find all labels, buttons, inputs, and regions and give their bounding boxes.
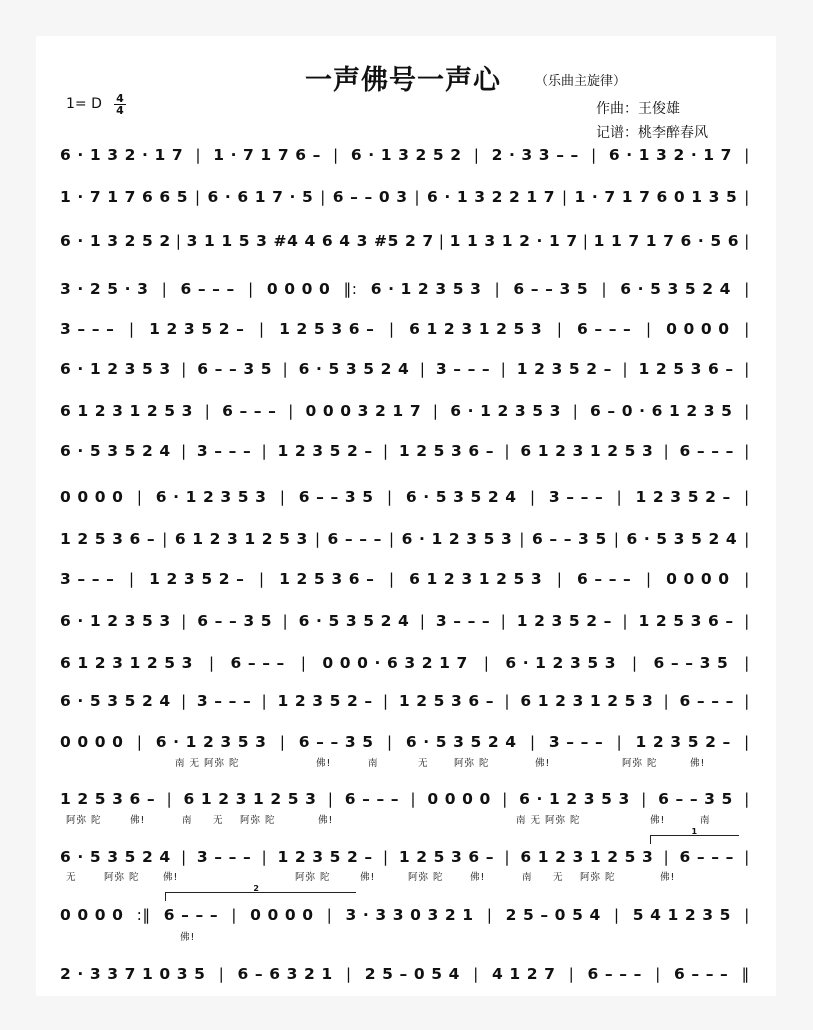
lyric-text: 佛! [470,872,486,883]
barline: | [282,360,289,378]
measure: 6 · 6 1 7 · 5 [207,188,314,206]
barline: | [631,654,638,672]
barline: | [744,402,750,420]
barline: | [247,280,254,298]
score-row [60,280,750,298]
lyric-text: 阿弥 陀 [295,872,331,883]
measure: 1 2 3 5 2 – [277,848,373,866]
barline: | [744,654,750,672]
lyric-text: 佛! [318,815,334,826]
barline: | [483,654,490,672]
barline: | [204,402,211,420]
score-row [60,146,750,164]
barline: | [258,320,265,338]
barline: | [208,654,215,672]
measure: 1 2 3 5 2 – [635,488,731,506]
barline: | [300,654,307,672]
composer-credit: 作曲：王俊雄 [596,101,680,117]
barline: | [613,530,620,548]
measure: 6 · 1 2 3 5 3 [155,488,267,506]
measure: 3 · 2 5 · 3 [60,280,149,298]
measure: 1 2 5 3 6 – [60,790,156,808]
lyric-text: 佛! [163,872,179,883]
measure: 6 – – – [163,906,219,924]
barline: | [314,530,321,548]
measure: 1 2 5 3 6 – [638,360,734,378]
barline: | [261,692,268,710]
barline: | [502,790,508,808]
measure: 0 0 0 0 [60,488,124,506]
measure: 3 – – – [60,570,115,588]
barline: | [744,733,750,751]
barline: | [504,442,511,460]
lyric-text: 无 [418,758,429,769]
barline: | [136,488,143,506]
measure: 1 2 5 3 6 – [398,848,495,866]
barline: | [744,442,750,460]
lyric-text: 佛! [360,872,376,883]
score-row [60,488,750,506]
barline: | [438,232,445,250]
measure: 6 · 1 3 2 5 2 [350,146,462,164]
barline: | [180,692,187,710]
barline: | [500,612,507,630]
barline: | [663,692,670,710]
measure: 5 4 1 2 3 5 [632,906,732,924]
score-row [60,965,750,983]
measure: 3 – – – [196,442,252,460]
barline: | [663,848,670,866]
barline: | [258,570,265,588]
barline: | [744,188,750,206]
measure: 1 2 5 3 6 – [398,692,495,710]
measure: 6 · 1 3 2 · 1 7 [60,146,184,164]
measure: 6 · 1 2 3 5 3 [519,790,630,808]
measure: 6 · 1 2 3 5 3 [450,402,561,420]
barline: | [744,570,750,588]
score-row [60,570,750,588]
measure: 3 – – – [548,488,604,506]
score-row [60,733,750,751]
measure: 3 1 1 5 3 #4 4 6 4 3 #5 2 7 [186,232,434,250]
barline: | [326,906,333,924]
measure: 4 1 2 7 [492,965,556,983]
measure: 1 2 5 3 6 – [279,570,375,588]
score-row [60,442,750,460]
measure: 1 1 7 1 7 6 · 5 6 [593,232,740,250]
measure: 6 – – 0 3 [332,188,408,206]
lyric-text: 无 [213,815,224,826]
barline: | [332,146,339,164]
lyric-text: 南 无 阿弥 陀 [516,815,581,826]
measure: 6 – – – [180,280,235,298]
transcriber-credit: 记谱：桃李醉春风 [596,125,708,141]
barline: | [556,570,563,588]
measure: 6 – – – [230,654,285,672]
lyric-text: 佛! [690,758,706,769]
barline: | [744,280,750,298]
measure: 1 2 3 5 2 – [277,442,373,460]
barline: ‖ [741,965,750,983]
barline: | [382,692,389,710]
song-title: 一声佛号一声心 [305,65,501,96]
barline: | [414,188,421,206]
barline: | [529,733,536,751]
barline: | [622,612,629,630]
measure: 1 2 3 5 2 – [149,570,245,588]
measure: 6 – – – [673,965,729,983]
measure: 6 – – – [587,965,642,983]
measure: 6 1 2 3 1 2 5 3 [520,848,654,866]
barline: | [288,402,294,420]
barline: | [486,906,493,924]
score-row [60,612,750,630]
time-signature [114,93,126,116]
barline: | [128,320,135,338]
measure: 6 · 1 2 3 5 3 [505,654,617,672]
time-signature-top: 4 [114,93,126,105]
measure: 1 2 5 3 6 – [60,530,156,548]
measure: 1 · 7 1 7 6 6 5 [60,188,189,206]
lyric-text: 阿弥 陀 [66,815,102,826]
lyric-text: 阿弥 陀 [454,758,490,769]
barline: | [419,612,426,630]
barline: | [500,360,507,378]
barline: | [432,402,439,420]
lyric-text: 佛! [650,815,666,826]
barline: | [386,488,393,506]
barline: | [613,906,620,924]
barline: | [181,360,187,378]
barline: | [616,488,623,506]
measure: 6 – – – [679,442,734,460]
measure: 6 – – 3 5 [298,733,374,751]
measure: 6 – – 3 5 [653,654,729,672]
measure: 1 2 3 5 2 – [516,360,613,378]
barline: | [744,488,750,506]
barline: | [645,320,652,338]
barline: | [320,188,326,206]
measure: 3 – – – [196,692,252,710]
measure: 6 · 1 2 3 5 3 [370,280,482,298]
second-ending-bracket [165,884,356,901]
barline: | [744,612,750,630]
time-signature-bottom: 4 [116,104,124,117]
measure: 6 – – 3 5 [513,280,589,298]
measure: 3 – – – [435,612,491,630]
barline: | [663,442,670,460]
measure: 6 – – – [679,692,734,710]
score-row [60,320,750,338]
measure: 0 0 0 0 [266,280,331,298]
barline: | [519,530,526,548]
measure: 6 · 5 3 5 2 4 [60,692,171,710]
measure: 6 · 1 2 3 5 3 [155,733,267,751]
measure: 1 2 3 5 2 – [149,320,245,338]
barline: | [568,965,575,983]
score-row [60,906,750,924]
barline: | [327,790,334,808]
measure: 1 2 5 3 6 – [638,612,734,630]
measure: 6 · 1 3 2 2 1 7 [426,188,556,206]
lyric-text: 阿弥 陀 [104,872,140,883]
measure: 6 1 2 3 1 2 5 3 [174,530,308,548]
barline: | [601,280,608,298]
lyric-text: 佛! [660,872,676,883]
barline: | [386,733,393,751]
measure: 6 – – 3 5 [531,530,607,548]
measure: 3 – – – [435,360,491,378]
barline: | [473,965,479,983]
barline: | [388,320,395,338]
score-row [60,790,750,808]
barline: | [590,146,597,164]
lyric-text: 阿弥 陀 [408,872,444,883]
key-signature: 1= D [66,96,102,112]
lyric-text: 佛! [180,932,196,943]
lyric-text: 无 [66,872,77,883]
lyric-text: 佛! [316,758,332,769]
barline: | [180,442,187,460]
lyric-text: 南 [368,758,379,769]
barline: | [162,530,168,548]
measure: 0 0 0 0 [60,733,124,751]
barline: | [382,848,389,866]
measure: 6 1 2 3 1 2 5 3 [409,320,543,338]
barline: | [744,848,750,866]
measure: 1 · 7 1 7 6 0 1 3 5 [574,188,738,206]
measure: 1 2 3 5 2 – [635,733,731,751]
barline: | [744,790,750,808]
lyric-text: 阿弥 陀 [622,758,658,769]
measure: 6 – 0 · 6 1 2 3 5 [590,402,733,420]
barline: | [645,570,652,588]
measure: 6 · 5 3 5 2 4 [405,488,517,506]
first-ending-number: 1 [691,827,698,836]
measure: 6 1 2 3 1 2 5 3 [520,442,654,460]
measure: 6 · 1 2 3 5 3 [60,612,171,630]
barline: | [388,570,395,588]
barline: | [473,146,480,164]
barline: | [279,488,286,506]
measure: 1 2 5 3 6 – [398,442,495,460]
measure: 6 – – – [327,530,382,548]
barline: | [180,848,187,866]
lyric-text: 阿弥 陀 [580,872,616,883]
measure: 3 – – – [196,848,252,866]
barline: | [504,692,511,710]
measure: 6 · 5 3 5 2 4 [60,442,171,460]
barline: | [128,570,135,588]
measure: 3 · 3 3 0 3 2 1 [345,906,474,924]
score-row [60,692,750,710]
measure: 0 0 0 0 [427,790,491,808]
measure: 1 2 3 5 2 – [277,692,373,710]
measure: 0 0 0 0 [666,320,730,338]
barline: | [744,906,750,924]
measure: 6 · 5 3 5 2 4 [405,733,517,751]
lyric-text: 无 [553,872,564,883]
barline: | [494,280,501,298]
barline: | [616,733,623,751]
barline: | [582,232,589,250]
measure: 6 1 2 3 1 2 5 3 [183,790,317,808]
barline: | [419,360,426,378]
lyric-text: 南 [522,872,533,883]
measure: 0 0 0 0 [250,906,314,924]
measure: 6 1 2 3 1 2 5 3 [520,692,654,710]
measure: 6 · 5 3 5 2 4 [298,360,410,378]
barline: | [261,442,268,460]
barline: | [504,848,511,866]
measure: 1 1 3 1 2 · 1 7 [449,232,578,250]
subtitle: （乐曲主旋律） [535,74,627,89]
measure: 6 1 2 3 1 2 5 3 [60,402,194,420]
measure: 6 – – 3 5 [197,360,273,378]
barline: | [529,488,536,506]
barline: | [744,360,750,378]
measure: 6 – – – [222,402,277,420]
measure: 0 0 0 · 6 3 2 1 7 [322,654,468,672]
measure: 6 – – – [679,848,734,866]
measure: 6 · 1 3 2 · 1 7 [608,146,733,164]
barline: | [345,965,352,983]
barline: | [388,530,395,548]
barline: | [622,360,629,378]
barline: | [231,906,238,924]
barline: | [161,280,168,298]
barline: | [561,188,568,206]
measure: 6 · 1 2 3 5 3 [60,360,171,378]
measure: 6 – – – [576,570,632,588]
measure: 6 – – 3 5 [298,488,374,506]
score-row [60,402,750,420]
barline: | [218,965,225,983]
barline: | [744,692,750,710]
measure: 1 2 3 5 2 – [516,612,613,630]
first-ending-bracket [650,827,739,844]
measure: 6 – – 3 5 [658,790,733,808]
measure: 6 · 5 3 5 2 4 [298,612,410,630]
measure: 6 – – 3 5 [197,612,273,630]
barline: | [744,232,750,250]
score-row [60,360,750,378]
measure: 6 · 1 3 2 5 2 [60,232,171,250]
barline: ‖: [343,280,358,298]
measure: 3 – – – [60,320,115,338]
barline: | [572,402,579,420]
barline: | [655,965,661,983]
barline: | [195,146,202,164]
measure: 6 1 2 3 1 2 5 3 [409,570,543,588]
measure: 6 1 2 3 1 2 5 3 [60,654,194,672]
score-row [60,188,750,206]
barline: | [279,733,286,751]
barline: | [282,612,289,630]
measure: 2 · 3 3 – – [491,146,579,164]
measure: 0 0 0 0 [666,570,730,588]
lyric-text: 阿弥 陀 [240,815,276,826]
barline: | [410,790,417,808]
measure: 6 · 1 2 3 5 3 [401,530,513,548]
barline: | [261,848,268,866]
measure: 0 0 0 3 2 1 7 [305,402,422,420]
measure: 2 5 – 0 5 4 [505,906,601,924]
measure: 6 – 6 3 2 1 [237,965,333,983]
lyric-text: 南 [182,815,193,826]
measure: 0 0 0 0 [60,906,124,924]
measure: 6 · 5 3 5 2 4 [626,530,738,548]
score-row [60,654,750,672]
measure: 3 – – – [548,733,604,751]
measure: 6 – – – [344,790,400,808]
score-row [60,530,750,548]
measure: 2 5 – 0 5 4 [364,965,461,983]
second-ending-number: 2 [253,884,259,893]
barline: | [181,612,187,630]
score-row [60,848,750,866]
lyric-text: 佛! [130,815,146,826]
measure: 6 · 5 3 5 2 4 [60,848,171,866]
measure: 6 · 5 3 5 2 4 [620,280,731,298]
lyric-text: 南 [700,815,711,826]
barline: | [744,146,750,164]
barline: | [744,530,750,548]
barline: | [194,188,201,206]
barline: | [136,733,143,751]
barline: | [175,232,182,250]
barline: | [166,790,173,808]
barline: :‖ [136,906,151,924]
barline: | [382,442,389,460]
lyric-text: 南 无 阿弥 陀 [175,758,240,769]
measure: 6 – – – [576,320,632,338]
measure: 1 2 5 3 6 – [279,320,375,338]
lyric-text: 佛! [535,758,551,769]
barline: | [744,320,750,338]
measure: 2 · 3 3 7 1 0 3 5 [60,965,206,983]
barline: | [641,790,647,808]
barline: | [556,320,563,338]
measure: 1 · 7 1 7 6 – [213,146,321,164]
score-row [60,232,750,250]
